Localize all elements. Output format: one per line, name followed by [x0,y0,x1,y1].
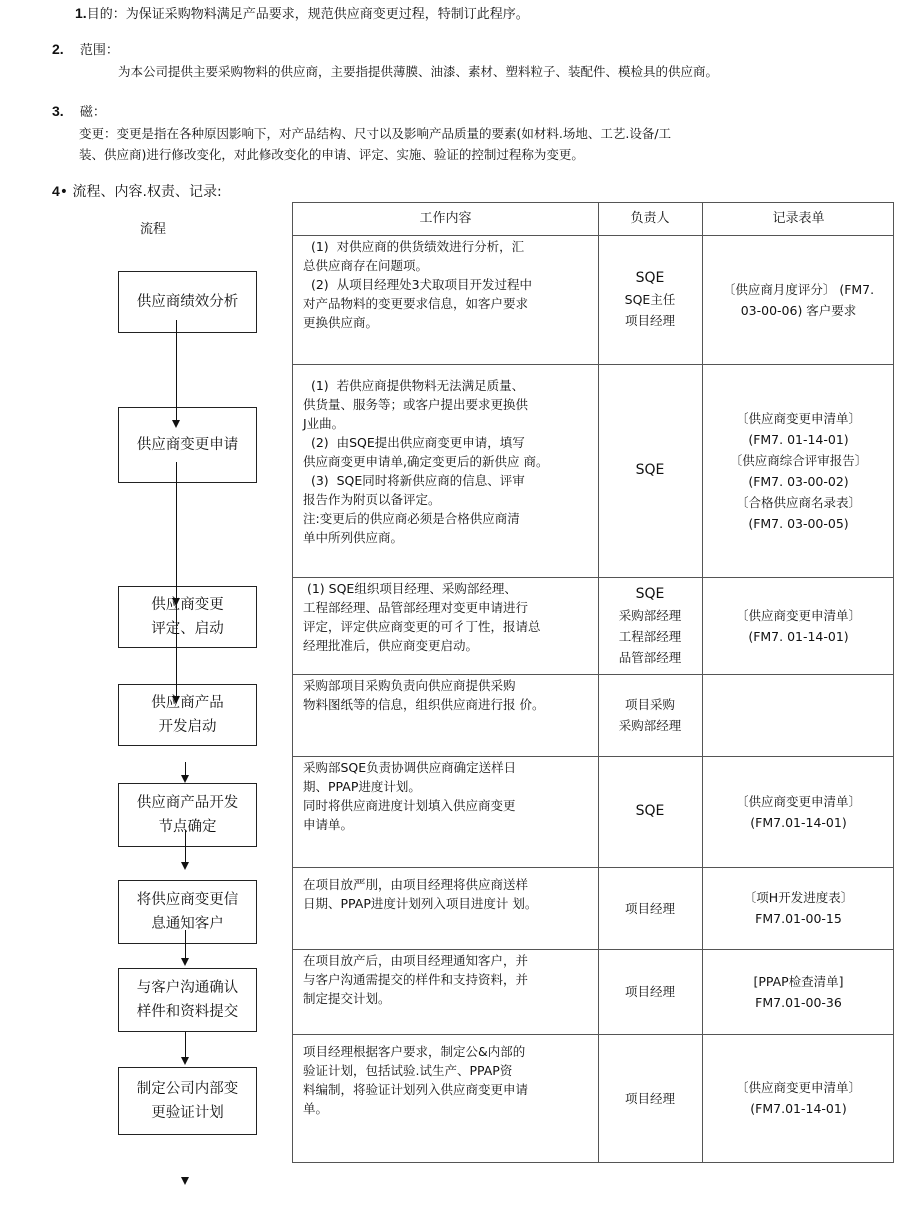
record-form-line: 〔供应商变更申清单〕 [735,607,861,623]
flow-arrowhead [181,958,189,966]
owner-line: 采购部经理 [618,718,682,733]
column-divider [702,203,703,1162]
work-content-line: 采购部SQE负责协调供应商确定送样日 [303,760,517,775]
owner-line: 工程部经理 [618,628,682,644]
record-form-line: FM7.01-00-36 [755,994,842,1010]
owner-cell [598,1088,702,1109]
flow-arrowhead [181,1057,189,1065]
work-content-line: 同时将供应商进度计划填入供应商变更 [303,798,516,813]
work-content-cell [303,237,595,332]
row-divider [293,867,893,868]
work-content-line: 物料图纸等的信息，组织供应商进行报 价。 [303,697,545,712]
work-content-line: 更换供应商。 [303,315,379,330]
section-2-text: 为本公司提供主要采购物料的供应商，主要指提供薄膜、油漆、素材、塑料粒子、装配件、模检具的供应商。 [118,64,719,79]
owner-cell [598,268,702,331]
work-content-line: 经理批准后，供应商变更启动。 [303,638,479,653]
record-form-cell [702,279,895,321]
record-form-cell [702,971,895,1013]
record-form-line: (FM7.01-14-01) [750,814,847,830]
record-form-line: 〔供应商综合评审报告〕 [729,452,868,468]
flow-arrowhead [181,862,189,870]
flow-label: 流程 [140,222,167,237]
owner-cell [598,584,702,668]
work-content-line: (1) 若供应商提供物料无法满足质量、 [303,378,525,393]
work-content-line: (1) 对供应商的供货绩效进行分析，汇 [303,239,525,254]
record-form-line: (FM7. 01-14-01) [748,628,849,644]
work-content-cell [303,579,595,655]
owner-line: 项目经理 [624,984,675,999]
owner-line: SQE [635,462,665,478]
work-content-line: 对产品物料的变更要求信息，如客户要求 [303,296,529,311]
record-form-line: 〔供应商变更申清单〕 [735,410,861,426]
work-content-line: (3) SQE同时将新供应商的信息、评审 [303,473,525,488]
flow-arrowhead [172,598,180,606]
work-content-line: 总供应商存在问题项。 [303,258,429,273]
flow-arrowhead [181,775,189,783]
flow-box-performance-analysis: 供应商绩效分析 [118,271,257,333]
record-form-cell [702,1077,895,1119]
record-form-line: 03-00-06) 客户要求 [740,302,857,318]
section-2-number: 2. [52,41,64,57]
work-content-cell [303,951,595,1008]
section-3-line-2: 装、供应商)进行修改变化，对此修改变化的申请、评定、实施、验证的控制过程称为变更。 [79,147,584,162]
record-form-line: 〔供应商月度评分〕 (FM7. [722,281,875,297]
work-content-line: 申请单。 [303,817,354,832]
flow-box-sample-submission: 与客户沟通确认 样件和资料提交 [118,968,257,1032]
owner-line: 项目经理 [624,1090,675,1106]
column-divider [598,203,599,1162]
record-form-cell [702,791,895,833]
owner-cell [598,460,702,481]
work-content-line: 采购部项目采购负责向供应商提供采购 [303,678,516,693]
row-divider [293,235,893,236]
row-divider [293,577,893,578]
section-1-number: 1. [75,5,87,21]
process-table [292,202,894,1163]
flow-connector [176,462,177,660]
owner-cell [598,981,702,1002]
work-content-line: 在项目放产后，由项目经理通知客户，并 [303,953,529,968]
section-4-number: 4 [52,183,60,199]
header-work-content: 工作内容 [419,211,472,226]
record-form-line: (FM7. 03-00-05) [748,515,849,531]
work-content-line: 工程部经理、品管部经理对变更申请进行 [303,600,529,615]
work-content-line: 料编制，将验证计划列入供应商变更申请 [303,1082,529,1097]
row-divider [293,1034,893,1035]
flow-box-notify-customer: 将供应商变更信 息通知客户 [118,880,257,944]
work-content-line: 报告作为附页以备评定。 [303,492,441,507]
flow-box-verification-plan: 制定公司内部变 更验证计划 [118,1067,257,1135]
row-divider [293,949,893,950]
work-content-line: 期、PPAP进度计划。 [303,779,421,794]
owner-line: 项目经理 [624,313,675,328]
flow-arrowhead [172,696,180,704]
row-divider [293,756,893,757]
work-content-line: 制定提交计划。 [303,991,391,1006]
section-1 [75,4,529,24]
section-3-line-1: 变更：变更是指在各种原因影响下，对产品结构、尺寸以及影响产品质量的要素(如材料.场地、工艺.设备/工 [79,126,672,141]
owner-cell [598,898,702,919]
section-2-title: 范围： [79,43,119,58]
owner-line: 项目经理 [624,900,675,916]
flow-box-product-development: 供应商产品 开发启动 [118,684,257,746]
work-content-line: (1) SQE组织项目经理、采购部经理、 [303,581,517,596]
work-content-line: 单中所列供应商。 [303,530,404,545]
work-content-line: J业曲。 [303,416,345,431]
flow-box-change-application: 供应商变更申请 [118,407,257,483]
flow-arrowhead [172,420,180,428]
flow-arrowhead-end [181,1177,189,1185]
work-content-cell [303,875,595,913]
work-content-line: 日期、PPAP进度计划列入项目进度计 划。 [303,896,538,911]
section-3-title: 磁： [79,105,106,120]
work-content-cell [303,758,595,834]
owner-cell [598,694,702,736]
record-form-cell [702,408,895,534]
record-form-line: 〔合格供应商名录表〕 [735,494,861,510]
work-content-line: 单。 [303,1101,329,1116]
owner-line: 项目采购 [624,697,675,712]
record-form-cell [702,887,895,929]
owner-cell [598,801,702,822]
record-form-line: 〔供应商变更申清单〕 [735,793,861,809]
work-content-line: 注:变更后的供应商必须是合格供应商清 [303,511,520,526]
work-content-line: 验证计划，包括试验.试生产、PPAP资 [303,1063,513,1078]
section-3-number: 3. [52,103,64,119]
record-form-line: (FM7. 03-00-02) [748,473,849,489]
flow-connector [176,640,177,700]
flow-connector [185,1032,186,1058]
flow-connector [185,830,186,864]
work-content-line: (2) 由SQE提出供应商变更申请，填写 [303,435,525,450]
row-divider [293,674,893,675]
work-content-cell [303,376,595,547]
record-form-line: FM7.01-00-15 [755,911,842,926]
section-4-title: • 流程、内容.权责、记录: [59,184,222,200]
work-content-cell [303,676,595,714]
row-divider [293,364,893,365]
flow-box-milestone-confirm: 供应商产品开发 节点确定 [118,783,257,847]
flow-box-change-evaluation: 供应商变更 评定、启动 [118,586,257,648]
section-3-heading [52,102,106,122]
section-2-heading [52,40,119,60]
owner-line: SQE主任 [624,292,676,307]
section-1-text: 目的：为保证采购物料满足产品要求，规范供应商变更过程，特制订此程序。 [86,7,529,22]
header-owner: 负责人 [630,211,670,226]
work-content-cell [303,1042,595,1118]
flow-connector [185,762,186,776]
section-4-heading [52,182,222,201]
work-content-line: 评定，评定供应商变更的可彳丁性，报请总 [303,619,541,634]
work-content-line: (2) 从项目经理处3犬取项目开发过程中 [303,277,533,292]
record-form-line: [PPAP检查清单] [753,973,844,989]
work-content-line: 供货量、服务等；或客户提出要求更换供 [303,397,529,412]
work-content-line: 在项目放严刖，由项目经理将供应商送样 [303,877,529,892]
record-form-line: 〔供应商变更申清单〕 [735,1080,861,1095]
flow-connector [176,320,177,420]
work-content-line: 项目经理根据客户要求，制定公&内部的 [303,1044,526,1059]
owner-line: SQE [635,270,665,286]
record-form-line: 〔项H开发进度表〕 [743,890,854,905]
owner-line: SQE [635,803,665,819]
header-record-form: 记录表单 [772,211,825,226]
record-form-cell [702,605,895,647]
flow-connector [185,930,186,960]
owner-line: SQE [635,585,665,602]
owner-line: 采购部经理 [618,607,682,623]
owner-line: 品管部经理 [618,649,682,665]
record-form-line: (FM7. 01-14-01) [748,431,849,447]
work-content-line: 供应商变更申请单,确定变更后的新供应 商。 [303,454,549,469]
work-content-line: 与客户沟通需提交的样件和支持资料，并 [303,972,529,987]
record-form-line: (FM7.01-14-01) [750,1101,847,1116]
